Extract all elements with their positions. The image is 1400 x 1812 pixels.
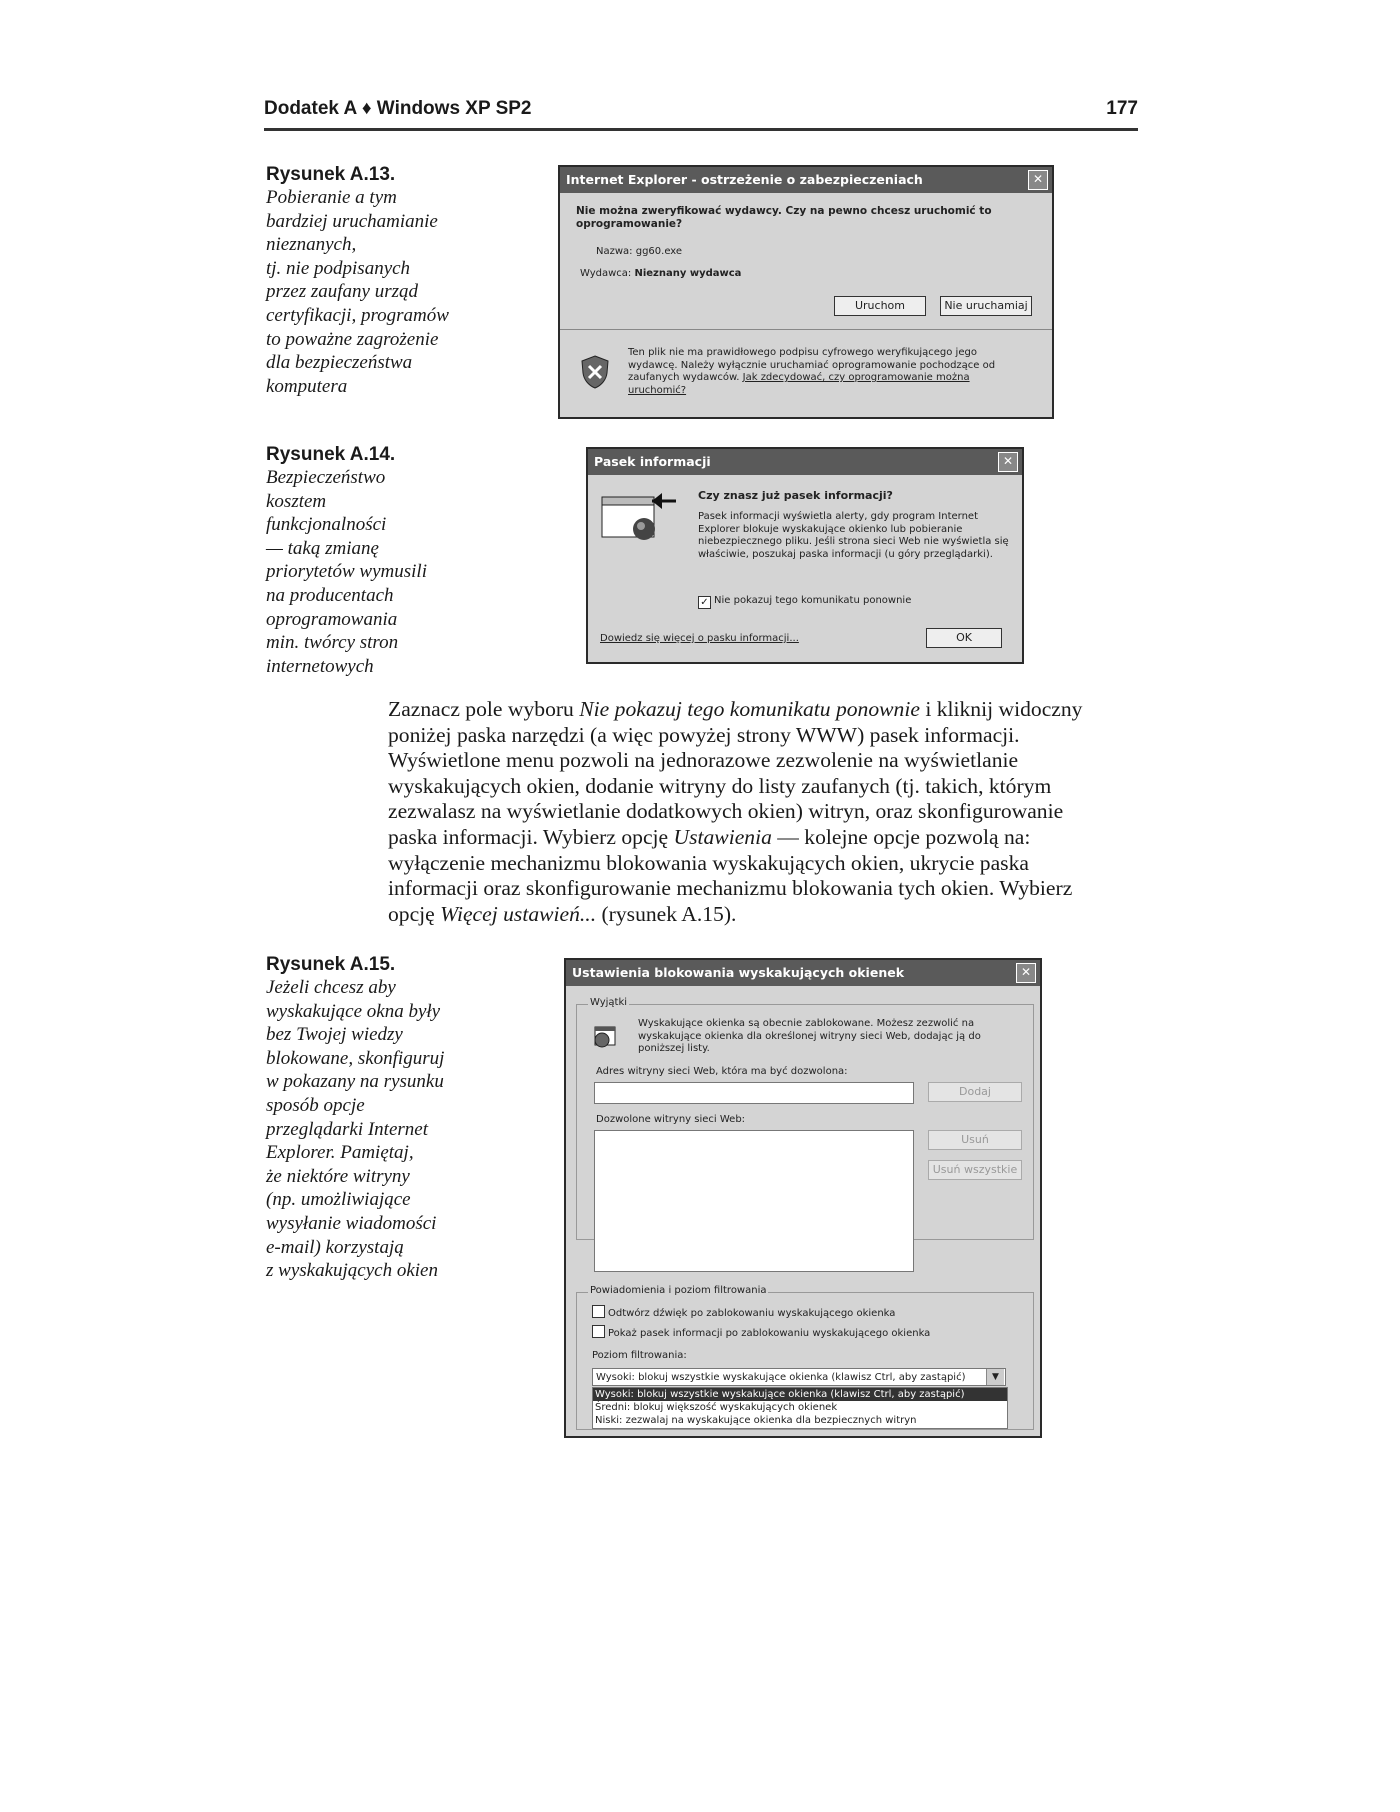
dropdown-option-low[interactable]: Niski: zezwalaj na wyskakujące okienka dla bezpiecznych witryn	[595, 1415, 917, 1426]
caption-line: internetowych	[266, 655, 374, 677]
filter-level-select[interactable]	[592, 1368, 1006, 1386]
caption-line: nieznanych,	[266, 234, 357, 256]
figure-label: Rysunek A.14.	[266, 444, 396, 465]
dropdown-option-high[interactable]: Wysoki: blokuj wszystkie wyskakujące okienka (klawisz Ctrl, aby zastąpić)	[593, 1388, 1007, 1401]
learn-more-link[interactable]: Dowiedz się więcej o pasku informacji...	[600, 633, 799, 644]
body-paragraph: Zaznacz pole wyboru Nie pokazuj tego komunikatu ponownie i kliknij widoczny poniżej paska narzędzi (a więc powyżej strony WWW) pasek informacji. Wyświetlone menu pozwoli na jednorazowe zezwolenie na wyświetlanie wyskakujących okien, dodanie witryny do listy zaufanych (tj. takich, którym zezwalasz na wyświetlanie dodatkowych okien) witryn, oraz skonfigurowanie paska informacji. Wybierz opcję Ustawienia — kolejne opcje pozwolą na: wyłączenie mechanizmu blokowania wyskakujących okien, ukrycie paska informacji oraz skonfigurowanie mechanizmu blokowania tych okien. Wybierz opcję Więcej ustawień... (rysunek A.15).	[388, 697, 1083, 926]
remove-button[interactable]: Usuń	[928, 1130, 1022, 1150]
caption-line: Pobieranie a tym	[266, 187, 397, 208]
divider	[560, 329, 1052, 330]
filter-level-label: Poziom filtrowania:	[592, 1350, 687, 1361]
dropdown-option-medium[interactable]: Średni: blokuj większość wyskakujących okienek	[595, 1402, 838, 1413]
caption-line: przez zaufany urząd	[266, 281, 419, 303]
add-button[interactable]: Dodaj	[928, 1082, 1022, 1102]
emphasis: Nie pokazuj tego komunikatu ponownie	[579, 697, 920, 721]
figure-a15-caption	[266, 953, 476, 1283]
dont-show-label: Nie pokazuj tego komunikatu ponownie	[714, 595, 912, 606]
caption-line: Bezpieczeństwo	[266, 467, 386, 488]
name-value: gg60.exe	[635, 246, 683, 257]
caption-line: w pokazany na rysunku	[266, 1071, 444, 1093]
dialog-title: Pasek informacji	[594, 454, 711, 469]
caption-line: — taką zmianę	[266, 537, 379, 559]
caption-line: Jeżeli chcesz aby	[266, 977, 396, 998]
caption-line: z wyskakujących okien	[266, 1260, 438, 1282]
caption-line: komputera	[266, 375, 348, 397]
caption-line: to poważne zagrożenie	[266, 328, 439, 350]
shield-warning-icon	[580, 355, 610, 389]
caption-line: że niektóre witryny	[266, 1165, 410, 1187]
caption-line: tj. nie podpisanych	[266, 257, 411, 279]
sound-checkbox-label: Odtwórz dźwięk po zablokowaniu wyskakującego okienka	[608, 1308, 896, 1319]
info-text: Pasek informacji wyświetla alerty, gdy program Internet Explorer blokuje wyskakujące okienko lub pobieranie niebezpiecznego pliku. Jeśli strona sieci Web nie wyświetla się właściwie, poszukaj paska informacji (u góry przeglądarki).	[698, 511, 1009, 560]
dialog-title: Ustawienia blokowania wyskakujących okienek	[572, 965, 905, 980]
filter-level-dropdown	[592, 1387, 1008, 1429]
information-bar-icon	[600, 489, 680, 545]
caption-line: dla bezpieczeństwa	[266, 352, 413, 374]
header-title: Dodatek A ♦ Windows XP SP2	[264, 98, 532, 119]
page-number: 177	[1106, 98, 1138, 119]
caption-line: certyfikacji, programów	[266, 304, 449, 326]
exceptions-group-label: Wyjątki	[590, 997, 628, 1008]
caption-line: sposób opcje	[266, 1094, 365, 1116]
caption-line: priorytetów wymusili	[266, 561, 427, 583]
infobar-checkbox[interactable]	[592, 1325, 605, 1338]
caption-line: funkcjonalności	[266, 514, 387, 536]
exceptions-text: Wyskakujące okienka są obecnie zablokowane. Możesz zezwolić na wyskakujące okienka dla określonej witryny sieci Web, dodając ją do poniższej listy.	[638, 1018, 981, 1054]
warning-text: Ten plik nie ma prawidłowego podpisu cyfrowego weryfikującego jego wydawcę. Należy wyłącznie uruchamiać oprogramowanie pochodzące od zaufanych wydawców.	[628, 347, 996, 383]
popup-blocker-settings-dialog	[564, 958, 1042, 1438]
figure-a13-caption	[266, 163, 476, 398]
notifications-group-label: Powiadomienia i poziom filtrowania	[590, 1285, 767, 1296]
warning-question: Nie można zweryfikować wydawcy. Czy na pewno chcesz uruchomić to oprogramowanie?	[576, 205, 992, 230]
allowed-sites-label: Dozwolone witryny sieci Web:	[596, 1114, 746, 1125]
close-icon[interactable]: ✕	[998, 452, 1018, 472]
name-label: Nazwa:	[596, 246, 633, 257]
address-label: Adres witryny sieci Web, która ma być dozwolona:	[596, 1066, 848, 1077]
ok-button[interactable]: OK	[926, 628, 1002, 648]
caption-line: bez Twojej wiedzy	[266, 1024, 403, 1046]
emphasis: Więcej ustawień...	[440, 901, 597, 926]
caption-line: wysyłanie wiadomości	[266, 1212, 437, 1234]
caption-line: (np. umożliwiające	[266, 1189, 411, 1211]
allowed-sites-list[interactable]	[594, 1130, 914, 1272]
help-link[interactable]: Jak zdecydować, czy oprogramowanie można uruchomić?	[628, 372, 970, 396]
dont-run-button[interactable]: Nie uruchamiaj	[940, 296, 1032, 316]
info-question: Czy znasz już pasek informacji?	[698, 489, 893, 502]
caption-line: oprogramowania	[266, 608, 398, 630]
information-bar-dialog	[586, 447, 1024, 664]
dont-show-checkbox[interactable]: ✓	[698, 596, 711, 609]
publisher-value: Nieznany wydawca	[634, 268, 742, 279]
caption-line: bardziej uruchamianie	[266, 210, 438, 232]
caption-line: min. twórcy stron	[266, 632, 399, 654]
remove-all-button[interactable]: Usuń wszystkie	[928, 1160, 1022, 1180]
figure-a14-caption	[266, 443, 476, 678]
dialog-title: Internet Explorer - ostrzeżenie o zabezpieczeniach	[566, 172, 923, 187]
dialog-titlebar	[588, 449, 1022, 475]
infobar-checkbox-label: Pokaż pasek informacji po zablokowaniu wyskakującego okienka	[608, 1328, 931, 1339]
running-header	[264, 98, 1138, 131]
dialog-titlebar	[566, 960, 1040, 986]
sound-checkbox[interactable]	[592, 1305, 605, 1318]
emphasis: Ustawienia	[673, 824, 772, 849]
filter-selected-value: Wysoki: blokuj wszystkie wyskakujące okienka (klawisz Ctrl, aby zastąpić)	[596, 1372, 966, 1383]
caption-line: przeglądarki Internet	[266, 1118, 429, 1140]
caption-line: wyskakujące okna były	[266, 1000, 441, 1022]
caption-line: kosztem	[266, 490, 327, 512]
close-icon[interactable]: ✕	[1028, 170, 1048, 190]
address-input[interactable]	[594, 1082, 914, 1104]
caption-line: na producentach	[266, 584, 394, 606]
popup-window-icon	[592, 1024, 620, 1050]
caption-line: Explorer. Pamiętaj,	[266, 1142, 414, 1164]
dialog-titlebar	[560, 167, 1052, 193]
security-warning-dialog	[558, 165, 1054, 419]
figure-label: Rysunek A.13.	[266, 164, 396, 185]
figure-label: Rysunek A.15.	[266, 954, 396, 975]
chevron-down-icon[interactable]: ▼	[986, 1369, 1004, 1385]
caption-line: e-mail) korzystają	[266, 1236, 404, 1258]
caption-line: blokowane, skonfiguruj	[266, 1047, 445, 1069]
close-icon[interactable]: ✕	[1016, 963, 1036, 983]
run-button[interactable]: Uruchom	[834, 296, 926, 316]
publisher-label: Wydawca:	[580, 268, 632, 279]
